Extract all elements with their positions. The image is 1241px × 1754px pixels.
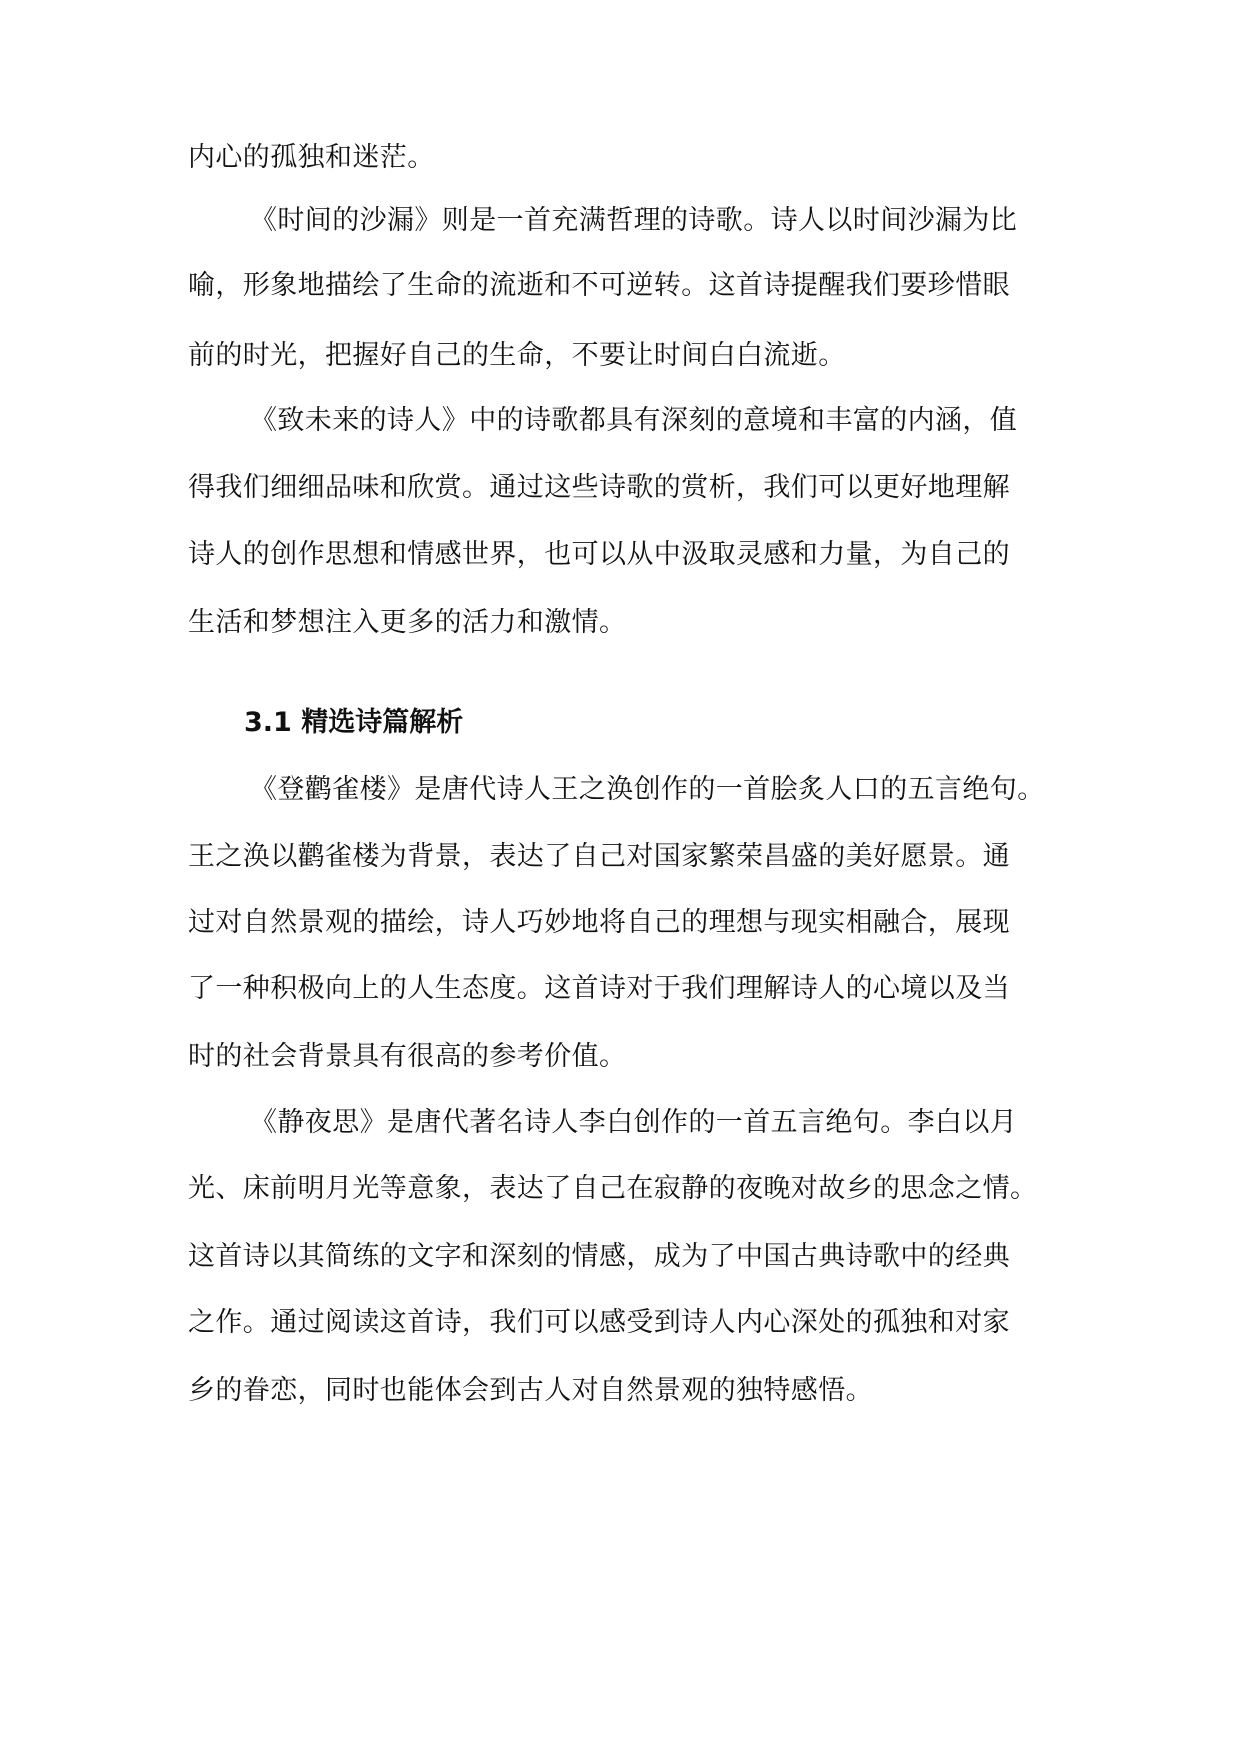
paragraph-line: 光、床前明月光等意象，表达了自己在寂静的夜晚对故乡的思念之情。 [188, 1173, 1038, 1204]
paragraph-line: 王之涣以鹳雀楼为背景，表达了自己对国家繁荣昌盛的美好愿景。通 [188, 841, 1010, 872]
paragraph-line: 乡的眷恋，同时也能体会到古人对自然景观的独特感悟。 [188, 1375, 873, 1406]
paragraph-line: 喻，形象地描绘了生命的流逝和不可逆转。这首诗提醒我们要珍惜眼 [188, 270, 1010, 301]
paragraph-line: 《登鹳雀楼》是唐代诗人王之涣创作的一首脍炙人口的五言绝句。 [250, 774, 1045, 805]
section-heading: 3.1 精选诗篇解析 [244, 707, 464, 738]
paragraph-line: 生活和梦想注入更多的活力和激情。 [188, 607, 627, 638]
paragraph-line: 得我们细细品味和欣赏。通过这些诗歌的赏析，我们可以更好地理解 [188, 472, 1010, 503]
paragraph-line: 诗人的创作思想和情感世界，也可以从中汲取灵感和力量，为自己的 [188, 539, 1010, 570]
paragraph-line: 前的时光，把握好自己的生命，不要让时间白白流逝。 [188, 340, 846, 371]
paragraph-line: 《致未来的诗人》中的诗歌都具有深刻的意境和丰富的内涵，值 [250, 405, 1018, 436]
paragraph-line: 过对自然景观的描绘，诗人巧妙地将自己的理想与现实相融合，展现 [188, 907, 1010, 938]
paragraph-line: 之作。通过阅读这首诗，我们可以感受到诗人内心深处的孤独和对家 [188, 1307, 1010, 1338]
paragraph-line: 《静夜思》是唐代著名诗人李白创作的一首五言绝句。李白以月 [250, 1107, 1018, 1138]
paragraph-line: 时的社会背景具有很高的参考价值。 [188, 1041, 627, 1072]
paragraph-line: 这首诗以其简练的文字和深刻的情感，成为了中国古典诗歌中的经典 [188, 1241, 1010, 1272]
paragraph-line: 《时间的沙漏》则是一首充满哲理的诗歌。诗人以时间沙漏为比 [250, 205, 1018, 236]
paragraph-line: 了一种积极向上的人生态度。这首诗对于我们理解诗人的心境以及当 [188, 973, 1010, 1004]
paragraph-line: 内心的孤独和迷茫。 [188, 142, 435, 173]
